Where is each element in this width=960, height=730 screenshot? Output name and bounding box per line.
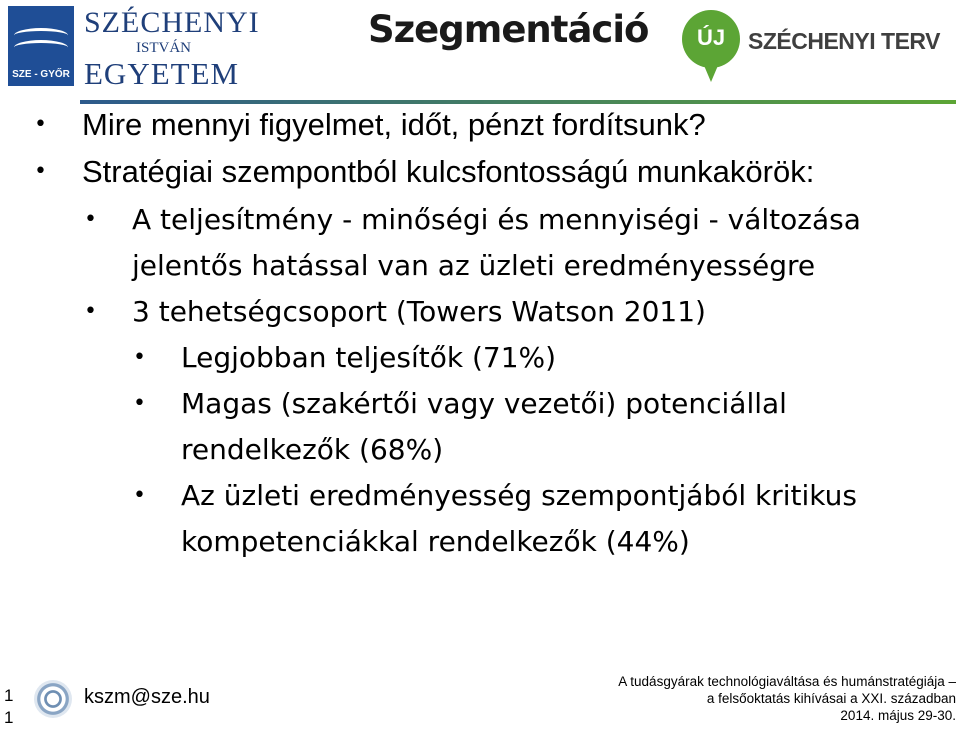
university-emblem-icon [8,6,74,86]
bullet-text: jelentős hatással van az üzleti eredményességre [132,249,816,282]
bullet-text: A teljesítmény - minőségi és mennyiségi - változása [132,203,861,236]
bullet-item [84,201,861,239]
bullet-text: Stratégiai szempontból kulcsfontosságú munkakörök: [82,154,815,189]
bullet-dot-icon: • [84,299,97,324]
bullet-dot-icon: • [84,207,97,232]
conference-date: 2014. május 29-30. [840,708,956,723]
bullet-item [34,106,706,144]
bullet-item [133,385,787,423]
bullet-text: Az üzleti eredményesség szempontjából kritikus [181,479,857,512]
bullet-item [34,153,815,191]
bullet-continuation [181,523,690,561]
university-name-line3: EGYETEM [84,56,240,91]
bullet-item [133,477,857,515]
bullet-text: rendelkezők (68%) [181,433,444,466]
page-number: 1 [4,686,14,705]
bullet-dot-icon: • [133,483,146,508]
university-name-line2: ISTVÁN [136,40,191,56]
uj-badge: ÚJ [696,25,726,50]
bullet-dot-icon: • [34,159,47,184]
conference-title-line2: a felsőoktatás kihívásai a XXI. században [706,691,956,706]
emblem-badge-text: SZE - GYŐR [12,69,70,80]
bullet-continuation [132,247,815,285]
bullet-continuation [181,431,443,469]
bullet-item [133,339,557,377]
szechenyi-terv-logo [682,10,952,90]
bullet-text: kompetenciákkal rendelkezők (44%) [181,525,690,558]
slide-title: Szegmentáció [368,8,649,51]
bullet-text: 3 tehetségcsoport (Towers Watson 2011) [132,295,706,328]
university-logo [8,6,298,92]
szechenyi-terv-text: SZÉCHENYI TERV [748,28,940,54]
footer-emblem-icon [34,680,72,718]
bullet-dot-icon: • [133,345,146,370]
conference-title-line1: A tudásgyárak technológiaváltása és humánstratégiája – [618,674,956,689]
bullet-dot-icon: • [133,391,146,416]
bullet-item [84,293,706,331]
university-name-line1: SZÉCHENYI [84,6,260,39]
bullet-text: Magas (szakértői vagy vezetői) potenciállal [181,387,787,420]
header-divider [80,100,956,104]
page-number-repeat: 1 [4,708,14,727]
bullet-dot-icon: • [34,112,47,137]
bullet-text: Legjobban teljesítők (71%) [181,341,557,374]
bullet-text: Mire mennyi figyelmet, időt, pénzt fordítsunk? [82,107,706,142]
contact-email[interactable]: kszm@sze.hu [84,686,210,708]
